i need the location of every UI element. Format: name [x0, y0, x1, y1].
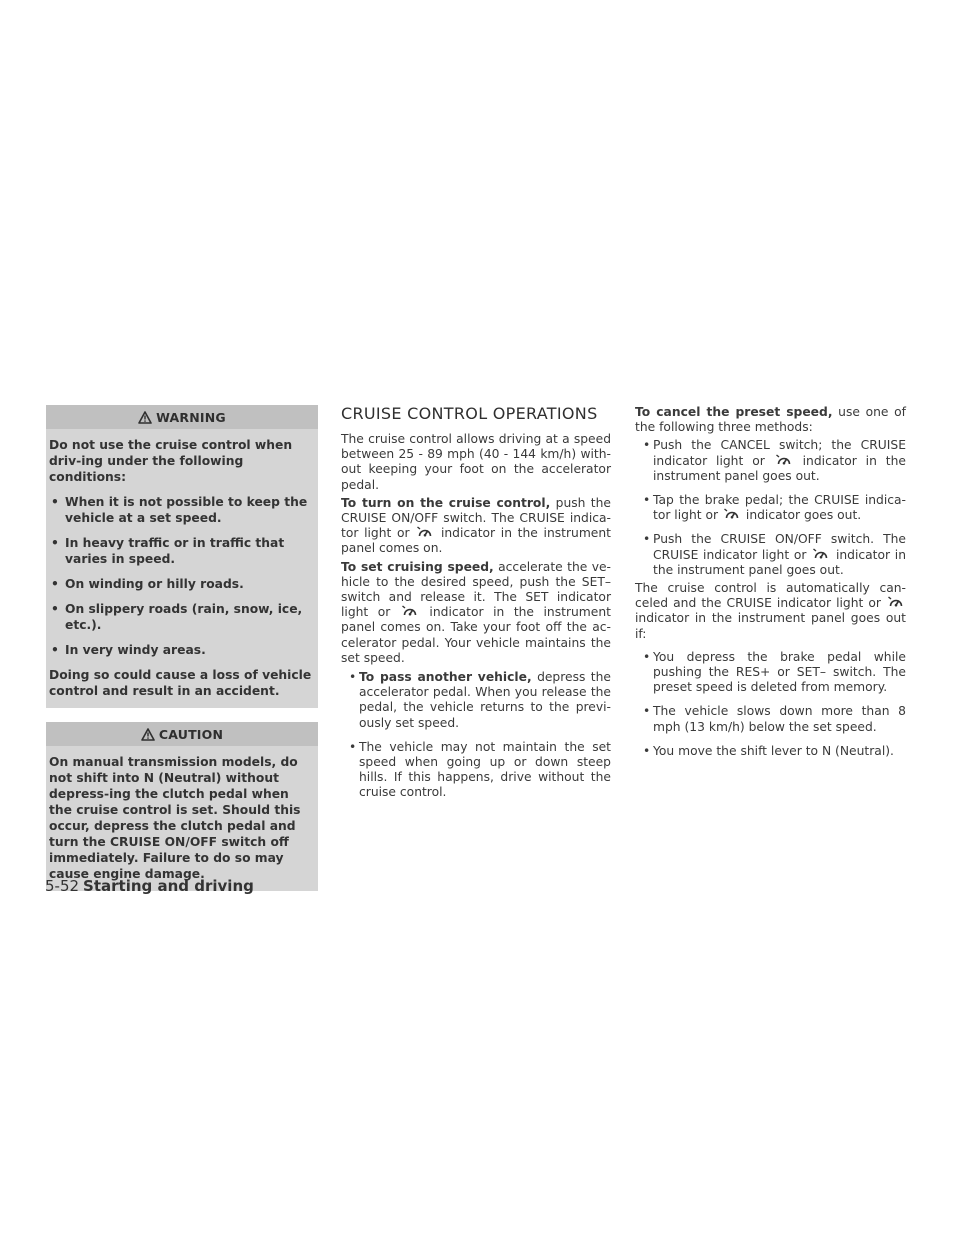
cancel-paragraph: [635, 405, 906, 435]
cruise-indicator-icon: [724, 508, 740, 522]
turn-on-paragraph: [341, 496, 611, 557]
set-paragraph: [341, 560, 611, 666]
warning-body: [46, 429, 318, 708]
pass-lead: To pass another vehicle,: [359, 670, 532, 685]
warning-triangle-icon: [138, 411, 152, 424]
left-column: [46, 405, 318, 905]
page-footer: [45, 877, 254, 895]
auto-cancel-paragraph: The cruise control is automatically can-celed and the CRUISE indicator light or indicator in the instrument panel goes out if:: [635, 581, 906, 641]
warning-item: • On winding or hilly roads.: [51, 577, 244, 591]
cancel-method-item: • Push the CRUISE ON/OFF switch. The CRUISE indicator light or indicator in the instrument panel goes out.: [643, 532, 906, 577]
chapter-title: Starting and driving: [83, 877, 254, 895]
warning-item: • On slippery roads (rain, snow, ice, etc.).: [51, 602, 303, 632]
warning-title: WARNING: [156, 409, 226, 425]
warning-item: • In very windy areas.: [51, 643, 206, 657]
auto-cancel-item: • You move the shift lever to N (Neutral).: [643, 743, 894, 758]
cruise-indicator-icon: [813, 548, 829, 562]
section-heading: CRUISE CONTROL OPERATIONS: [341, 404, 598, 423]
set-lead: To set cruising speed,: [341, 559, 494, 574]
warning-triangle-icon: [141, 728, 155, 741]
caution-body: [46, 746, 318, 891]
warning-box: [46, 405, 318, 708]
right-column: [635, 405, 906, 768]
pass-item: • To pass another vehicle, depress the accelerator pedal. When you release the pedal, the vehicle returns to the previ-ously set speed.: [349, 670, 611, 730]
hill-text: The vehicle may not maintain the set speed when going up or down steep hills. If this happens, drive without the cruise control.: [359, 739, 611, 800]
turn-on-lead: To turn on the cruise control,: [341, 495, 551, 510]
caution-title: CAUTION: [158, 726, 224, 742]
cruise-indicator-icon: [888, 596, 904, 610]
warning-item: • In heavy traffic or in traffic that varies in speed.: [51, 536, 285, 566]
warning-item: • When it is not possible to keep the vehicle at a set speed.: [51, 495, 308, 525]
set-text-a: accelerate the ve-hicle to the desired speed, push the SET– switch and release it. The SET indicator light or: [341, 559, 611, 620]
caution-text: On manual transmission models, do not shift into N (Neutral) without depress-ing the clutch pedal when the cruise control is set. Should this occur, depress the clutch pedal and turn the CRUISE ON/OFF switch off immediately. Failure to do so may cause engine damage.: [49, 755, 301, 881]
page-number: 5-52: [45, 877, 80, 895]
cruise-indicator-icon: [402, 605, 418, 619]
middle-column: [341, 405, 611, 810]
caution-header: [46, 722, 318, 746]
auto-cancel-item: • The vehicle slows down more than 8 mph (13 km/h) below the set speed.: [643, 704, 906, 734]
cancel-lead: To cancel the preset speed,: [635, 405, 833, 419]
turn-on-text-a: push the CRUISE ON/OFF switch. The CRUISE indica-tor light or: [341, 495, 611, 541]
section-intro: The cruise control allows driving at a speed between 25 - 89 mph (40 - 144 km/h) with-out keeping your foot on the accelerator pedal.: [341, 432, 611, 492]
cancel-method-item: • Tap the brake pedal; the CRUISE indica-tor light or indicator goes out.: [643, 493, 906, 523]
auto-cancel-item: • You depress the brake pedal while pushing the RES+ or SET– switch. The preset speed is deleted from memory.: [643, 649, 906, 695]
warning-intro: Do not use the cruise control when driv-ing under the following conditions:: [49, 438, 293, 484]
cruise-indicator-icon: [776, 454, 792, 468]
cancel-method-item: • Push the CANCEL switch; the CRUISE indicator light or indicator in the instrument panel goes out.: [643, 438, 906, 483]
cruise-indicator-icon: [417, 526, 433, 540]
caution-box: [46, 722, 318, 891]
turn-on-text-b: indicator in the instrument panel comes on.: [341, 526, 611, 556]
warning-outro: Doing so could cause a loss of vehicle control and result in an accident.: [49, 668, 312, 698]
hill-item: • The vehicle may not maintain the set speed when going up or down steep hills. If this happens, drive without the cruise control.: [349, 739, 611, 800]
set-text-b: indicator in the instrument panel comes on. Take your foot off the ac-celerator pedal. Your vehicle maintains the set speed.: [341, 605, 611, 665]
warning-header: [46, 405, 318, 429]
pass-text: depress the accelerator pedal. When you release the pedal, the vehicle returns to the previ-ously set speed.: [359, 670, 611, 730]
cancel-text: use one of the following three methods:: [635, 405, 906, 435]
